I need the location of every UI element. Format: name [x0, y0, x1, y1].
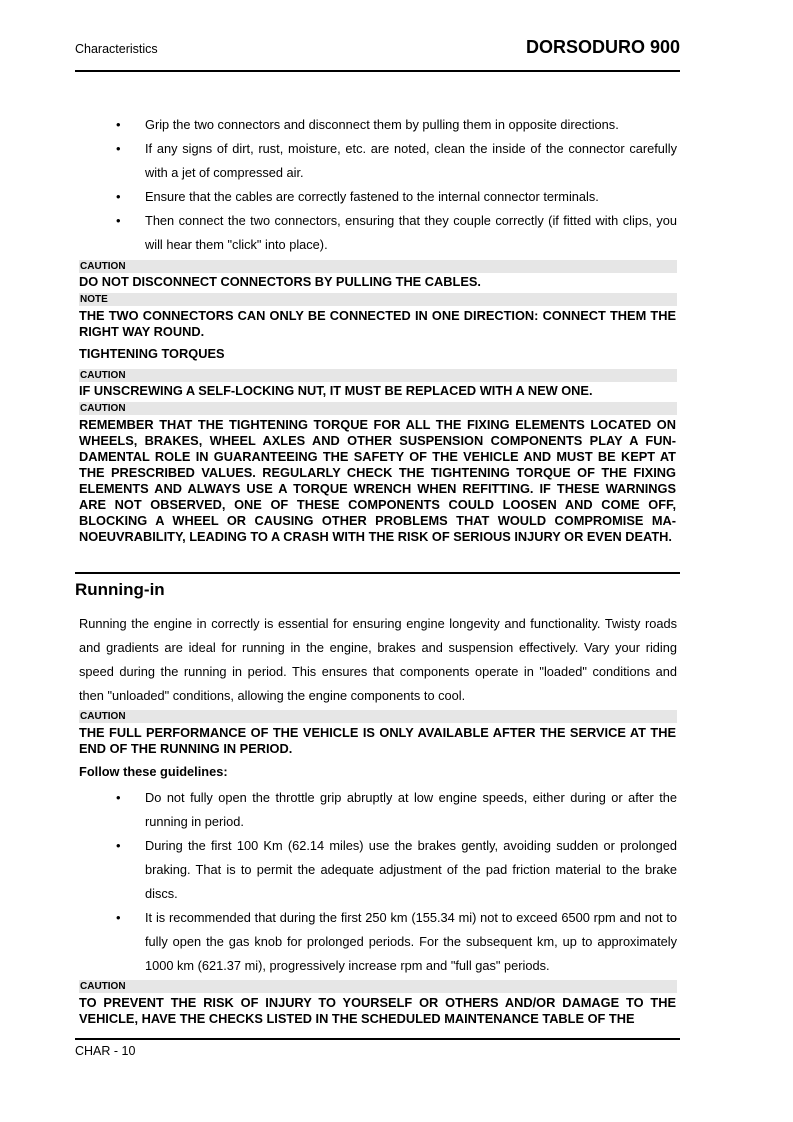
caution-text: THE FULL PERFORMANCE OF THE VEHICLE IS ONLY AVAILABLE AFTER THE SERVICE AT THE END OF THE RUNNING IN PERIOD.	[79, 725, 676, 756]
caution-label: CAUTION	[79, 402, 677, 415]
caution-label: CAUTION	[79, 710, 677, 723]
header-model: DORSODURO 900	[525, 37, 680, 57]
bullet-text: It is recommended that during the first 250 km (155.34 mi) not to exceed 6500 rpm and not to fully open the gas knob for prolonged periods. For the subsequent km, up to approximately 1000 km (621.37 mi), progressively increase rpm and "full gas" periods.	[145, 910, 677, 973]
footer-rule	[75, 1038, 680, 1040]
caution-label: CAUTION	[79, 260, 677, 273]
bullet-marker: •	[116, 141, 121, 156]
bullet-text: If any signs of dirt, rust, moisture, etc. are noted, clean the inside of the connector carefully with a jet of compressed air.	[145, 141, 677, 180]
caution-label: CAUTION	[79, 980, 677, 993]
bullet-text: Then connect the two connectors, ensuring that they couple correctly (if fitted with clips, you will hear them "click" into place).	[145, 213, 677, 252]
section-rule	[75, 572, 680, 574]
bullet-text: Grip the two connectors and disconnect them by pulling them in opposite directions.	[145, 117, 619, 132]
header-section: Characteristics	[75, 42, 158, 56]
bullet-text: During the first 100 Km (62.14 miles) use the brakes gently, avoiding sudden or prolonged braking. That is to permit the adequate adjustment of the pad friction material to the brake discs.	[145, 838, 677, 901]
bullet-marker: •	[116, 189, 121, 204]
torque-heading: TIGHTENING TORQUES	[79, 346, 225, 361]
bullet-marker: •	[116, 838, 121, 853]
running-in-paragraph: Running the engine in correctly is essential for ensuring engine longevity and functionality. Twisty roads and gradients are ideal for running in the engine, brakes and suspension effectively. Vary your riding speed during the running in period. This ensures that components operate in "loaded" conditions and then "unloaded" conditions, allowing the engine components to cool.	[79, 616, 677, 703]
bullet-marker: •	[116, 117, 121, 132]
section-title: Running-in	[75, 580, 165, 599]
note-label: NOTE	[79, 293, 677, 306]
bullet-text: Ensure that the cables are correctly fastened to the internal connector terminals.	[145, 189, 599, 204]
caution-text: TO PREVENT THE RISK OF INJURY TO YOURSELF OR OTHERS AND/OR DAMAGE TO THE VEHICLE, HAVE THE CHECKS LISTED IN THE SCHEDULED MAINTENANCE TABLE OF THE	[79, 995, 676, 1026]
header-rule	[75, 70, 680, 72]
caution-text: IF UNSCREWING A SELF-LOCKING NUT, IT MUST BE REPLACED WITH A NEW ONE.	[79, 383, 593, 398]
guidelines-heading: Follow these guidelines:	[79, 764, 228, 779]
page-number: CHAR - 10	[75, 1044, 136, 1058]
caution-label: CAUTION	[79, 369, 677, 382]
bullet-marker: •	[116, 790, 121, 805]
bullet-text: Do not fully open the throttle grip abruptly at low engine speeds, either during or after the running in period.	[145, 790, 677, 829]
caution-text: DO NOT DISCONNECT CONNECTORS BY PULLING THE CABLES.	[79, 274, 481, 289]
caution-text: REMEMBER THAT THE TIGHTENING TORQUE FOR ALL THE FIXING ELEMENTS LOCATED ON WHEELS, BRAKES, WHEEL AXLES AND OTHER SUSPENSION COMPONENTS PLAY A FUN-DAMENTAL ROLE IN GUARANTEEING THE SAFETY OF THE VEHICLE AND MUST BE KEPT AT THE PRESCRIBED VALUES. REGULARLY CHECK THE TIGHTENING TORQUE OF THE FIXING ELEMENTS AND ALWAYS USE A TORQUE WRENCH WHEN REFITTING. IF THESE WARNINGS ARE NOT OBSERVED, ONE OF THESE COMPONENTS COULD LOOSEN AND COME OFF, BLOCKING A WHEEL OR CAUSING OTHER PROBLEMS THAT WOULD COMPROMISE MA-NOEUVRABILITY, LEADING TO A CRASH WITH THE RISK OF SERIOUS INJURY OR EVEN DEATH.	[79, 417, 676, 544]
note-text: THE TWO CONNECTORS CAN ONLY BE CONNECTED IN ONE DIRECTION: CONNECT THEM THE RIGHT WAY ROUND.	[79, 308, 676, 339]
bullet-marker: •	[116, 213, 121, 228]
bullet-marker: •	[116, 910, 121, 925]
